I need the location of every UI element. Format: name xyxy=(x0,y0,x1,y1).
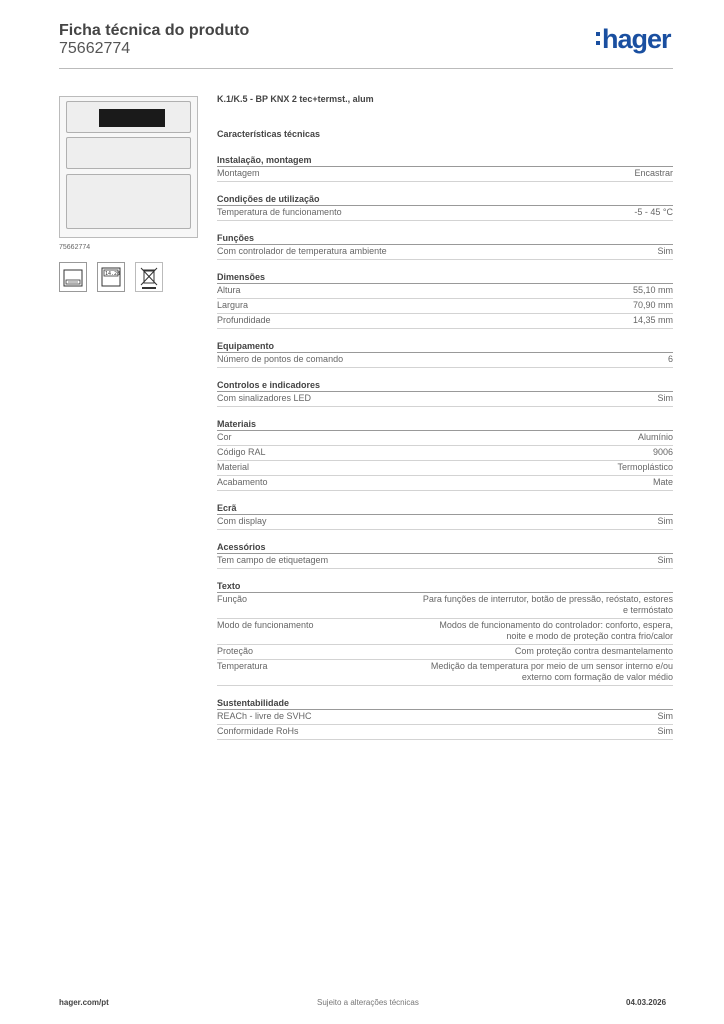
spec-value-line: Medição da temperatura por meio de um sensor interno e/ou xyxy=(430,661,673,671)
image-caption: 75662774 xyxy=(59,244,91,251)
spec-section xyxy=(217,380,673,407)
spec-label: Acabamento xyxy=(217,477,268,487)
spec-label: Material xyxy=(217,462,250,472)
spec-value: Sim xyxy=(657,726,673,736)
spec-value: Sim xyxy=(657,555,673,565)
spec-label: Largura xyxy=(217,300,249,310)
spec-row xyxy=(217,725,673,740)
display-screen xyxy=(99,109,165,127)
thermostat-display-icon xyxy=(59,262,87,292)
spec-row xyxy=(217,206,673,221)
spec-value: Encastrar xyxy=(634,168,673,178)
section-title: Funções xyxy=(217,233,673,245)
logo-text: hager xyxy=(602,24,671,54)
spec-label: Temperatura xyxy=(217,661,268,671)
spec-section xyxy=(217,581,673,686)
spec-label: Cor xyxy=(217,432,232,442)
spec-value: Mate xyxy=(652,477,673,487)
spec-value: 14,35 mm xyxy=(632,315,673,325)
footer-date: 04.03.2026 xyxy=(626,998,667,1007)
spec-value: 70,90 mm xyxy=(632,300,673,310)
spec-label: Altura xyxy=(217,285,241,295)
section-title: Ecrã xyxy=(217,503,673,515)
spec-value: 55,10 mm xyxy=(632,285,673,295)
spec-section xyxy=(217,503,673,530)
rocker-middle xyxy=(66,137,191,169)
spec-label: Conformidade RoHs xyxy=(217,726,299,736)
spec-value: Sim xyxy=(657,393,673,403)
spec-row xyxy=(217,167,673,182)
product-name: K.1/K.5 - BP KNX 2 tec+termst., alum xyxy=(217,94,374,104)
section-title: Acessórios xyxy=(217,542,673,554)
spec-value: 9006 xyxy=(652,447,673,457)
spec-value: Sim xyxy=(657,516,673,526)
spec-value xyxy=(397,620,673,642)
spec-label: Tem campo de etiquetagem xyxy=(217,555,329,565)
rocker-bottom xyxy=(66,174,191,229)
spec-row xyxy=(217,619,673,645)
spec-label: REACh - livre de SVHC xyxy=(217,711,312,721)
spec-label: Função xyxy=(217,594,248,604)
spec-content xyxy=(217,94,673,740)
spec-row xyxy=(217,446,673,461)
hager-logo[interactable] xyxy=(596,24,671,55)
section-title: Condições de utilização xyxy=(217,194,673,206)
spec-row xyxy=(217,515,673,530)
spec-value-line: externo com formação de valor médio xyxy=(521,672,673,682)
section-title: Materiais xyxy=(217,419,673,431)
spec-label: Número de pontos de comando xyxy=(217,354,344,364)
spec-sections xyxy=(217,155,673,740)
spec-value: Sim xyxy=(657,711,673,721)
display-screen-icon xyxy=(97,262,125,292)
spec-value-line: Para funções de interrutor, botão de pressão, reóstato, estores xyxy=(422,594,673,604)
weee-crossed-bin-icon xyxy=(135,262,163,292)
spec-section xyxy=(217,155,673,182)
spec-label: Com display xyxy=(217,516,267,526)
logo-dots-icon xyxy=(596,32,601,46)
header-divider xyxy=(59,68,673,69)
spec-row xyxy=(217,476,673,491)
spec-row xyxy=(217,314,673,329)
footer-website-link[interactable]: hager.com/pt xyxy=(59,998,109,1007)
product-image xyxy=(59,96,198,238)
spec-row xyxy=(217,353,673,368)
spec-section xyxy=(217,341,673,368)
spec-row xyxy=(217,284,673,299)
section-title: Texto xyxy=(217,581,673,593)
spec-label: Montagem xyxy=(217,168,260,178)
rocker-top xyxy=(66,101,191,133)
section-title: Equipamento xyxy=(217,341,673,353)
spec-row xyxy=(217,593,673,619)
spec-value: Alumínio xyxy=(637,432,673,442)
spec-row xyxy=(217,392,673,407)
section-title: Instalação, montagem xyxy=(217,155,673,167)
spec-label: Com sinalizadores LED xyxy=(217,393,312,403)
spec-section xyxy=(217,194,673,221)
spec-section xyxy=(217,419,673,491)
spec-label: Com controlador de temperatura ambiente xyxy=(217,246,387,256)
spec-row xyxy=(217,710,673,725)
spec-value: 6 xyxy=(667,354,673,364)
spec-row xyxy=(217,660,673,686)
page-title: Ficha técnica do produto xyxy=(59,22,250,39)
spec-section xyxy=(217,233,673,260)
section-title: Sustentabilidade xyxy=(217,698,673,710)
spec-row xyxy=(217,245,673,260)
spec-section xyxy=(217,542,673,569)
svg-text:14.28: 14.28 xyxy=(105,271,121,277)
spec-value-line: e termóstato xyxy=(622,605,673,615)
spec-row xyxy=(217,461,673,476)
spec-value xyxy=(397,661,673,683)
spec-value: Com proteção contra desmantelamento xyxy=(514,646,673,656)
spec-section xyxy=(217,698,673,740)
spec-row xyxy=(217,299,673,314)
spec-label: Modo de funcionamento xyxy=(217,620,314,630)
spec-section xyxy=(217,272,673,329)
spec-value: Termoplástico xyxy=(617,462,673,472)
spec-value-line: Modos de funcionamento do controlador: conforto, espera, xyxy=(439,620,673,630)
section-title: Dimensões xyxy=(217,272,673,284)
characteristics-title: Características técnicas xyxy=(217,129,321,139)
spec-label: Temperatura de funcionamento xyxy=(217,207,342,217)
spec-row xyxy=(217,431,673,446)
footer-notice: Sujeito a alterações técnicas xyxy=(317,998,419,1007)
spec-value: -5 - 45 °C xyxy=(634,207,673,217)
spec-value xyxy=(397,594,673,616)
spec-row xyxy=(217,554,673,569)
product-number: 75662774 xyxy=(59,40,131,57)
spec-row xyxy=(217,645,673,660)
spec-value-line: noite e modo de proteção contra frio/calor xyxy=(506,631,673,641)
spec-label: Proteção xyxy=(217,646,254,656)
spec-label: Profundidade xyxy=(217,315,271,325)
section-title: Controlos e indicadores xyxy=(217,380,673,392)
spec-value: Sim xyxy=(657,246,673,256)
spec-label: Código RAL xyxy=(217,447,266,457)
